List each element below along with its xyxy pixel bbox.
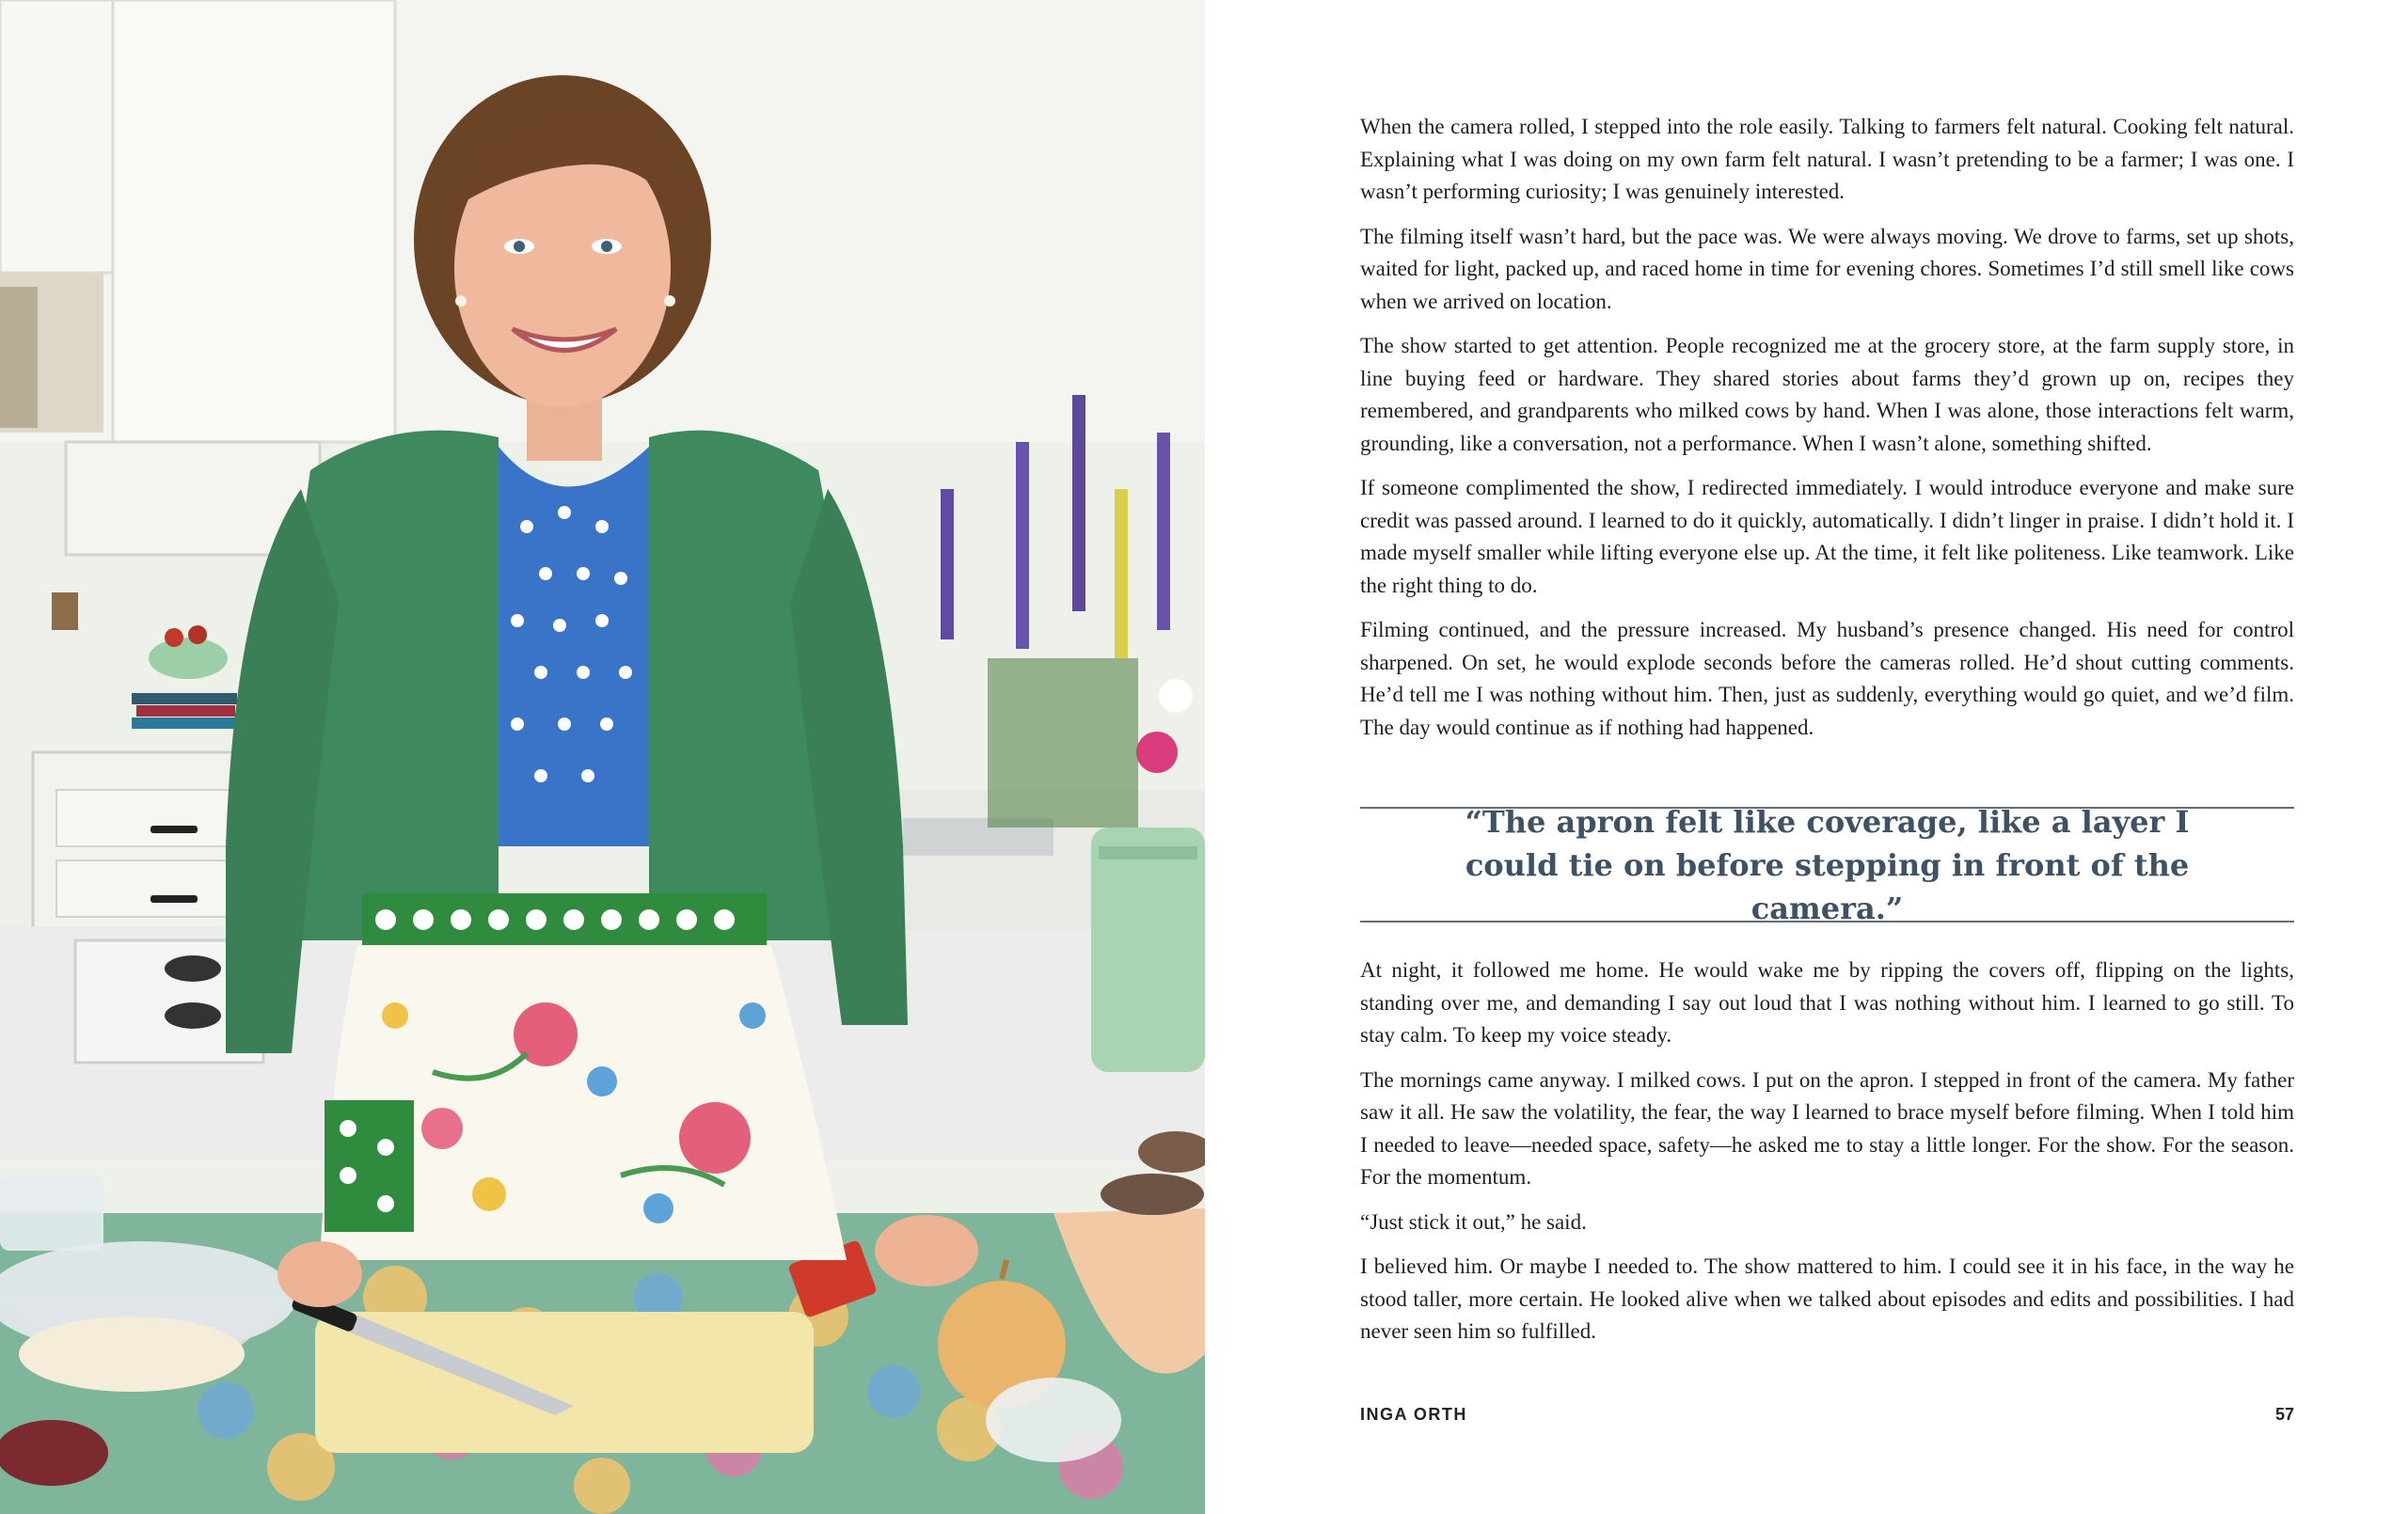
running-footer-author: INGA ORTH xyxy=(1360,1405,1467,1424)
paragraph: If someone complimented the show, I redirected immediately. I would introduce everyone and make sure credit was passed around. I learned to do it quickly, automatically. I didn’t linger in praise. I didn’t hold it. I made myself smaller while lifting everyone else up. At the time, it felt like politeness. Like teamwork. Like the right thing to do. xyxy=(1360,476,2294,597)
paragraph: Filming continued, and the pressure increased. My husband’s presence changed. His need for control sharpened. On set, he would explode seconds before the cameras rolled. He’d shout cutting comments. He’d tell me I was nothing without him. Then, just as suddenly, everything would go quiet, and we’d film. The day would continue as if nothing had happened. xyxy=(1360,618,2294,739)
body-text-bottom xyxy=(1360,954,2294,1361)
pull-quote-box xyxy=(1360,803,2294,926)
paragraph: I believed him. Or maybe I needed to. The show mattered to him. I could see it in his face, in the way he stood taller, more certain. He looked alive when we talked about episodes and edits and possibilities. I had never seen him so fulfilled. xyxy=(1360,1254,2294,1343)
paragraph: When the camera rolled, I stepped into the role easily. Talking to farmers felt natural. Cooking felt natural. Explaining what I was doing on my own farm felt natural. I wasn’t pretending to be a farmer; I was one. I wasn’t performing curiosity; I was genuinely interested. xyxy=(1360,115,2294,203)
text-page xyxy=(1205,0,2408,1514)
paragraph: “Just stick it out,” he said. xyxy=(1360,1209,1587,1234)
body-text-top xyxy=(1360,111,2294,756)
paragraph: The show started to get attention. People recognized me at the grocery store, at the farm supply store, in line buying feed or hardware. They shared stories about farms they’d grown up on, recipes they remembered, and grandparents who milked cows by hand. When I was alone, those interactions felt warm, grounding, like a conversation, not a performance. When I wasn’t alone, something shifted. xyxy=(1360,334,2294,455)
paragraph: At night, it followed me home. He would wake me by ripping the covers off, flipping on the lights, standing over me, and demanding I say out loud that I was nothing without him. I learned to go still. To stay calm. To keep my voice steady. xyxy=(1360,958,2294,1047)
pull-quote: “The apron felt like coverage, like a layer I could tie on before stepping in front of the camera.” xyxy=(1465,803,2190,926)
paragraph: The filming itself wasn’t hard, but the pace was. We were always moving. We drove to farms, set up shots, waited for light, packed up, and raced home in time for evening chores. Sometimes I’d still smell like cows when we arrived on location. xyxy=(1360,224,2294,313)
paragraph: The mornings came anyway. I milked cows. I put on the apron. I stepped in front of the camera. My father saw it all. He saw the volatility, the fear, the way I learned to brace myself before filming. When I told him I needed to leave—needed space, safety—he asked me to stay a little longer. For the show. For the season. For the momentum. xyxy=(1360,1067,2294,1189)
page-number: 57 xyxy=(2274,1405,2294,1424)
